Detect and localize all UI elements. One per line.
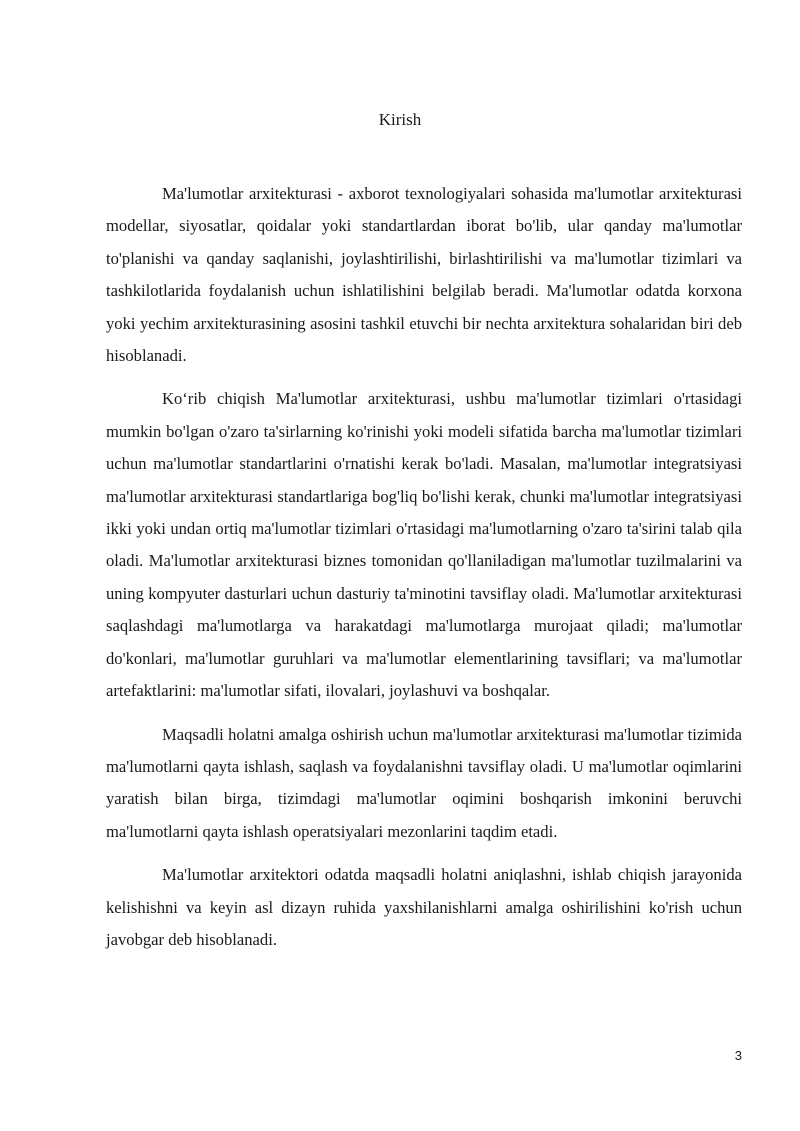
paragraph-overview: Koʻrib chiqish Ma'lumotlar arxitekturasi, ushbu ma'lumotlar tizimlari o'rtasidagi mumkin bo'lgan o'zaro ta'sirlarning ko'rinishi yoki modeli sifatida barcha ma'lumotlar tizimlari uchun ma'lumotlar standartlarini o'rnatishi kerak bo'ladi. Masalan, ma'lumotlar integratsiyasi ma'lumotlar arxitekturasi standartlariga bog'liq bo'lishi kerak, chunki ma'lumotlar integratsiyasi ikki yoki undan ortiq ma'lumotlar tizimlari o'rtasidagi ma'lumotlarning o'zaro ta'sirini talab qila oladi. Ma'lumotlar arxitekturasi biznes tomonidan qo'llaniladigan ma'lumotlar tuzilmalarini va uning kompyuter dasturlari uchun dasturiy ta'minotini tavsiflay oladi. Ma'lumotlar arxitekturasi saqlashdagi ma'lumotlarga va harakatdagi ma'lumotlarga murojaat qiladi; ma'lumotlar do'konlari, ma'lumotlar guruhlari va ma'lumotlar elementlarining tavsiflari; va ma'lumotlar artefaktlarini: ma'lumotlar sifati, ilovalari, joylashuvi va boshqalar. xyxy=(106,389,742,701)
page-title: Kirish xyxy=(378,110,422,129)
page-number: 3 xyxy=(734,1048,742,1063)
document-body xyxy=(106,178,742,967)
paragraph-target-state: Maqsadli holatni amalga oshirish uchun ma'lumotlar arxitekturasi ma'lumotlar tizimida ma'lumotlarni qayta ishlash, saqlash va foydalanishni tavsiflay oladi. U ma'lumotlar oqimlarini yaratish bilan birga, tizimdagi ma'lumotlar oqimini boshqarish imkonini beruvchi ma'lumotlarni qayta ishlash operatsiyalari mezonlarini taqdim etadi. xyxy=(106,724,742,841)
paragraph-intro: Ma'lumotlar arxitekturasi - axborot texnologiyalari sohasida ma'lumotlar arxitekturasi modellar, siyosatlar, qoidalar yoki standartlardan iborat bo'lib, ular qanday ma'lumotlar to'planishi va qanday saqlanishi, joylashtirilishi, birlashtirilishi va ma'lumotlar tizimlari va tashkilotlarida foydalanish uchun ishlatilishini belgilab beradi. Ma'lumotlar odatda korxona yoki yechim arxitekturasining asosini tashkil etuvchi bir nechta arxitektura sohalaridan biri deb hisoblanadi. xyxy=(106,184,742,366)
paragraph-data-architect: Ma'lumotlar arxitektori odatda maqsadli holatni aniqlashni, ishlab chiqish jarayonida kelishishni va keyin asl dizayn ruhida yaxshilanishlarni amalga oshirilishini ko'rish uchun javobgar deb hisoblanadi. xyxy=(106,865,742,949)
